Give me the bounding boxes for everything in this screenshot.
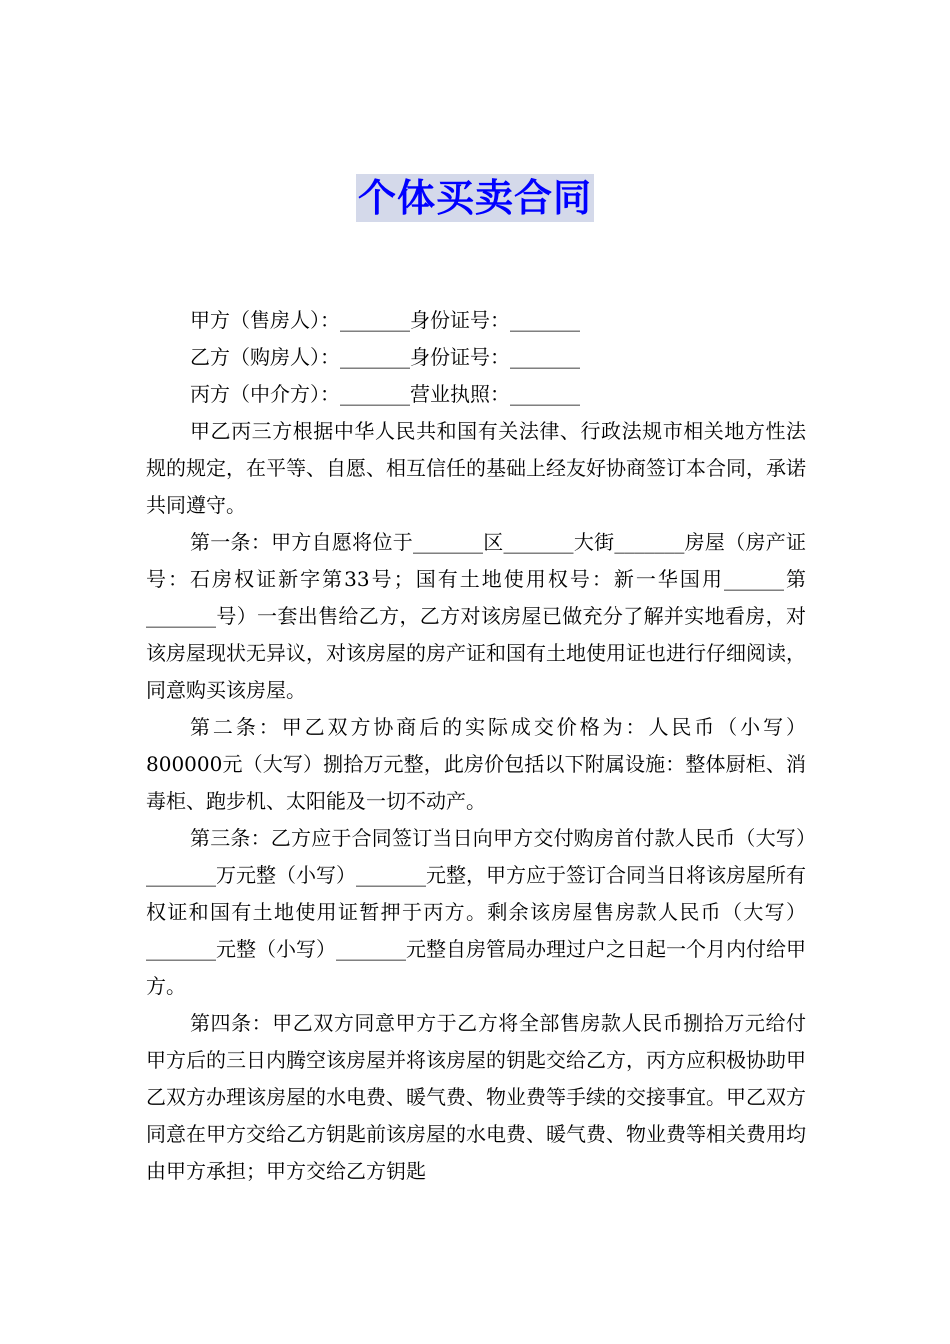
article-3-paragraph: 第三条：乙方应于合同签订当日向甲方交付购房首付款人民币（大写）_______万元整（小写）_______元整，甲方应于签订合同当日将该房屋所有权证和国有土地使用证暂押于丙方。剩余该房屋售房款人民币（大写）_______元整（小写）_______元整自房管局办理过户之日起一个月内付给甲方。 bbox=[146, 826, 806, 998]
document-body bbox=[146, 302, 806, 1190]
party-c-line: 丙方（中介方）：_______营业执照：_______ bbox=[190, 382, 580, 406]
title-container bbox=[0, 174, 950, 222]
party-a-line: 甲方（售房人）：_______身份证号：_______ bbox=[190, 308, 580, 332]
party-b-line: 乙方（购房人）：_______身份证号：_______ bbox=[190, 345, 580, 369]
article-4-paragraph: 第四条：甲乙双方同意甲方于乙方将全部售房款人民币捌拾万元给付甲方后的三日内腾空该房屋并将该房屋的钥匙交给乙方，丙方应积极协助甲乙双方办理该房屋的水电费、暖气费、物业费等手续的交接事宜。甲乙双方同意在甲方交给乙方钥匙前该房屋的水电费、暖气费、物业费等相关费用均由甲方承担；甲方交给乙方钥匙 bbox=[146, 1011, 806, 1183]
preamble-paragraph: 甲乙丙三方根据中华人民共和国有关法律、行政法规市相关地方性法规的规定，在平等、自愿、相互信任的基础上经友好协商签订本合同，承诺共同遵守。 bbox=[146, 419, 806, 517]
article-2-paragraph: 第二条：甲乙双方协商后的实际成交价格为：人民币（小写）800000元（大写）捌拾万元整，此房价包括以下附属设施：整体厨柜、消毒柜、跑步机、太阳能及一切不动产。 bbox=[146, 715, 806, 813]
document-title: 个体买卖合同 bbox=[357, 176, 592, 220]
article-1-paragraph: 第一条：甲方自愿将位于_______区_______大街_______房屋（房产证号：石房权证新字第33号；国有土地使用权号：新一华国用______第_______号）一套出售给乙方，乙方对该房屋已做充分了解并实地看房，对该房屋现状无异议，对该房屋的房产证和国有土地使用证也进行仔细阅读，同意购买该房屋。 bbox=[146, 530, 806, 702]
